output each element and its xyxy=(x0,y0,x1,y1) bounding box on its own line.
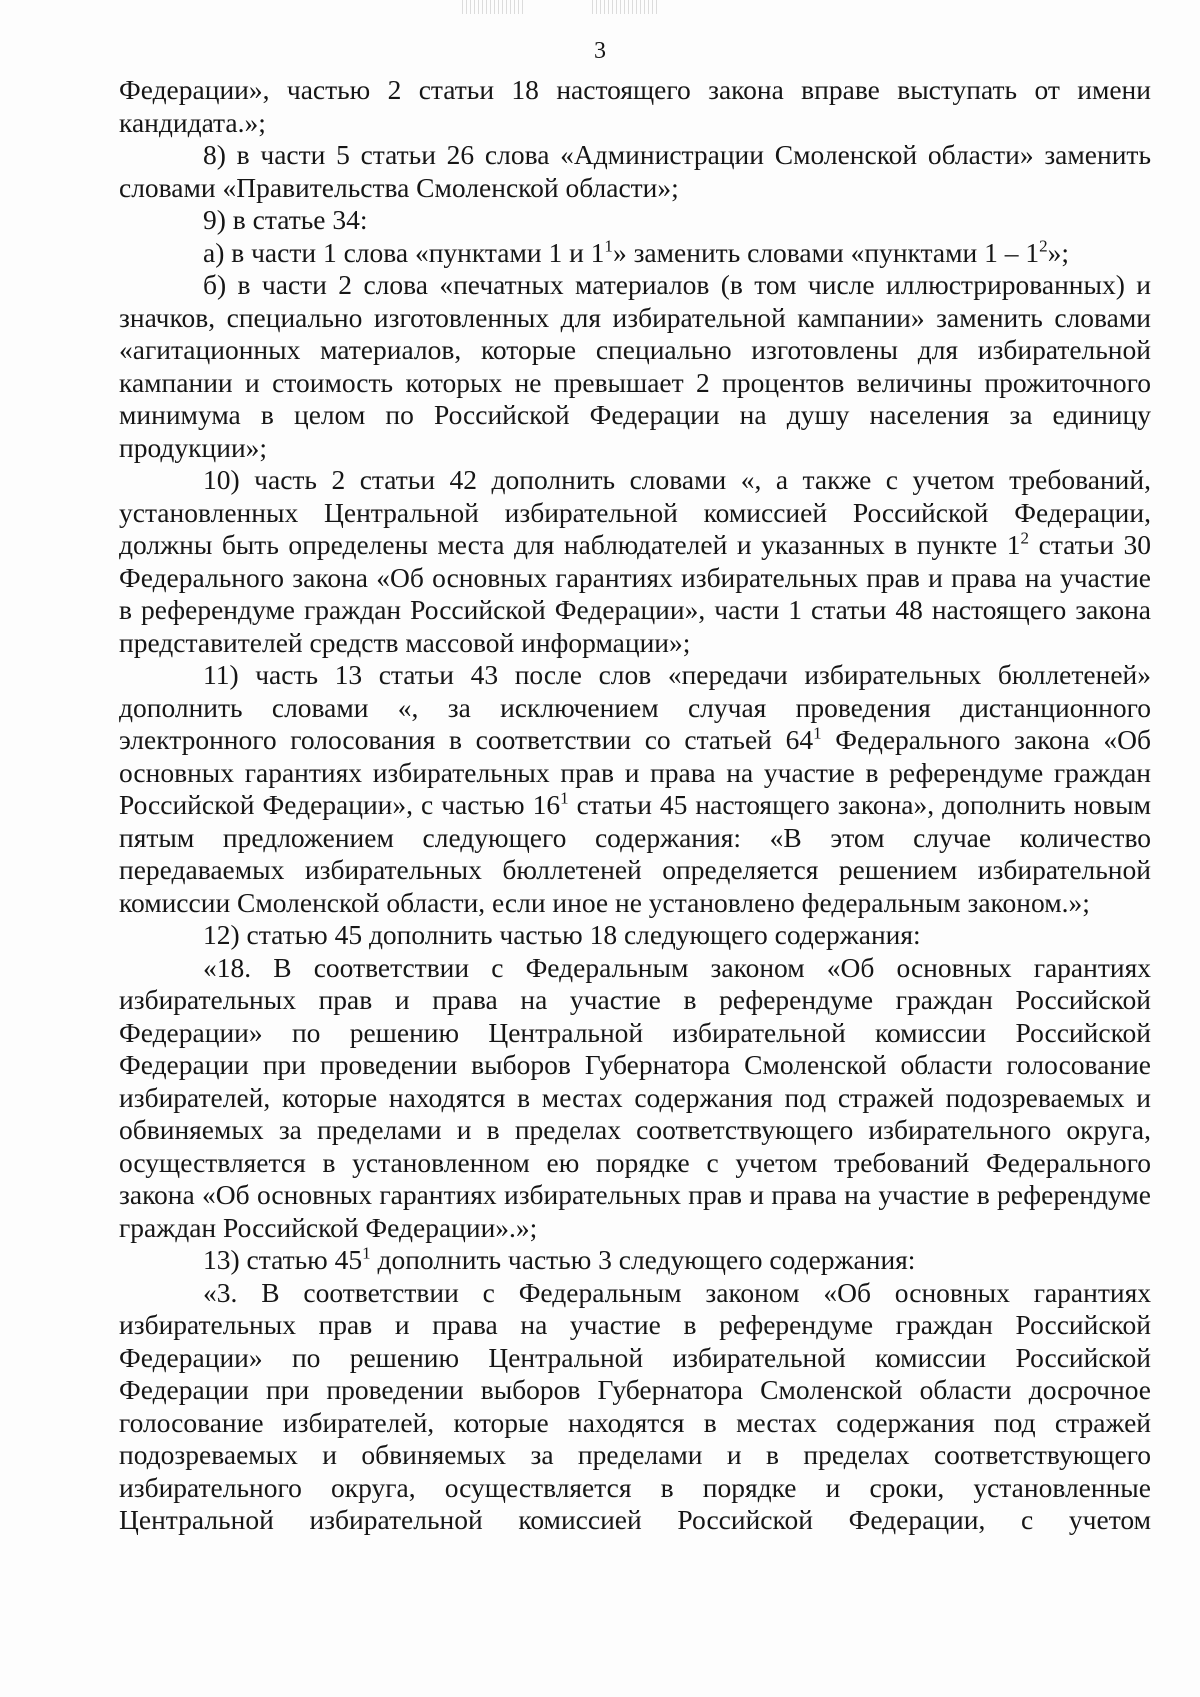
paragraph-item-10 xyxy=(119,464,1151,659)
paragraph-item-8: 8) в части 5 статьи 26 слова «Администрации Смоленской области» заменить словами «Правительства Смоленской области»; xyxy=(119,139,1151,203)
text-run: 10) часть 2 статьи 42 дополнить словами «, а также с учетом требований, установленных Центральной избирательной комиссией Российской Федерации, должны быть определены места для наблюдателей и указанных в пункте 1 xyxy=(119,464,1151,560)
text-run: 13) статью 45 xyxy=(203,1244,363,1275)
superscript: 1 xyxy=(362,1243,371,1263)
paragraph-item-12: 12) статью 45 дополнить частью 18 следующего содержания: xyxy=(203,919,921,950)
text-run: 11) часть 13 статьи 43 после слов «передачи избирательных бюллетеней» дополнить словами «, за исключением случая проведения дистанционного электронного голосования в соответствии со статьей 64 xyxy=(119,659,1151,755)
paragraph-quote-18: «18. В соответствии с Федеральным законом «Об основных гарантиях избирательных прав и права на участие в референдуме граждан Российской Федерации» по решению Центральной избирательной комиссии Российской Федерации при проведении выборов Губернатора Смоленской области голосование избирателей, которые находятся в местах содержания под стражей подозреваемых и обвиняемых за пределами и в пределах соответствующего избирательного округа, осуществляется в установленном ею порядке с учетом требований Федерального закона «Об основных гарантиях избирательных прав и права на участие в референдуме граждан Российской Федерации».»; xyxy=(119,951,1151,1243)
scan-artifact-right xyxy=(592,0,658,14)
text-run: статьи 30 Федерального закона «Об основных гарантиях избирательных прав и права на участие в референдуме граждан Российской Федерации», части 1 статьи 48 настоящего закона представителей средств массовой информации»; xyxy=(119,529,1151,658)
superscript: 1 xyxy=(813,723,822,743)
superscript: 1 xyxy=(604,235,613,255)
text-run: статьи 45 настоящего закона», дополнить новым пятым предложением следующего содержания: «В этом случае количество передаваемых избирательных бюллетеней определяется решением избирательной комиссии Смоленской области, если иное не установлено федеральным законом.»; xyxy=(119,789,1152,918)
paragraph-item-13 xyxy=(119,1244,1151,1277)
text-run: а) в части 1 слова «пунктами 1 и 1 xyxy=(203,236,605,268)
scan-artifact-left xyxy=(462,0,524,14)
page-number: 3 xyxy=(594,38,606,64)
paragraph-quote-3: «3. В соответствии с Федеральным законом «Об основных гарантиях избирательных прав и права на участие в референдуме граждан Российской Федерации» по решению Центральной избирательной комиссии Российской Федерации при проведении выборов Губернатора Смоленской области досрочное голосование избирателей, которые находятся в местах содержания под стражей подозреваемых и обвиняемых за пределами и в пределах соответствующего избирательного округа, осуществляется в порядке и сроки, установленные Центральной избирательной комиссией Российской Федерации, с учетом xyxy=(119,1276,1151,1535)
paragraph-continuation: Федерации», частью 2 статьи 18 настоящего закона вправе выступать от имени кандидата.»; xyxy=(119,74,1151,138)
superscript: 1 xyxy=(560,788,569,808)
superscript: 2 xyxy=(1039,235,1048,255)
paragraph-item-11 xyxy=(119,659,1151,919)
paragraph-item-9a xyxy=(119,237,1151,270)
paragraph-item-9: 9) в статье 34: xyxy=(203,204,368,235)
text-run: Федерального закона «Об основных гарантиях избирательных прав и права на участие в референдуме граждан Российской Федерации», с частью 16 xyxy=(119,724,1151,820)
text-run: дополнить частью 3 следующего содержания: xyxy=(370,1244,916,1275)
paragraph-item-9b: б) в части 2 слова «печатных материалов (в том числе иллюстрированных) и значков, специально изготовленных для избирательной кампании» заменить словами «агитационных материалов, которые специально изготовлены для избирательной кампании и стоимость которых не превышает 2 процентов величины прожиточного минимума в целом по Российской Федерации на душу населения за единицу продукции»; xyxy=(119,269,1151,463)
superscript: 2 xyxy=(1020,528,1030,548)
text-run: »; xyxy=(1047,236,1069,268)
text-run: » заменить словами «пунктами 1 – 1 xyxy=(612,236,1040,268)
document-body xyxy=(119,74,1151,1537)
